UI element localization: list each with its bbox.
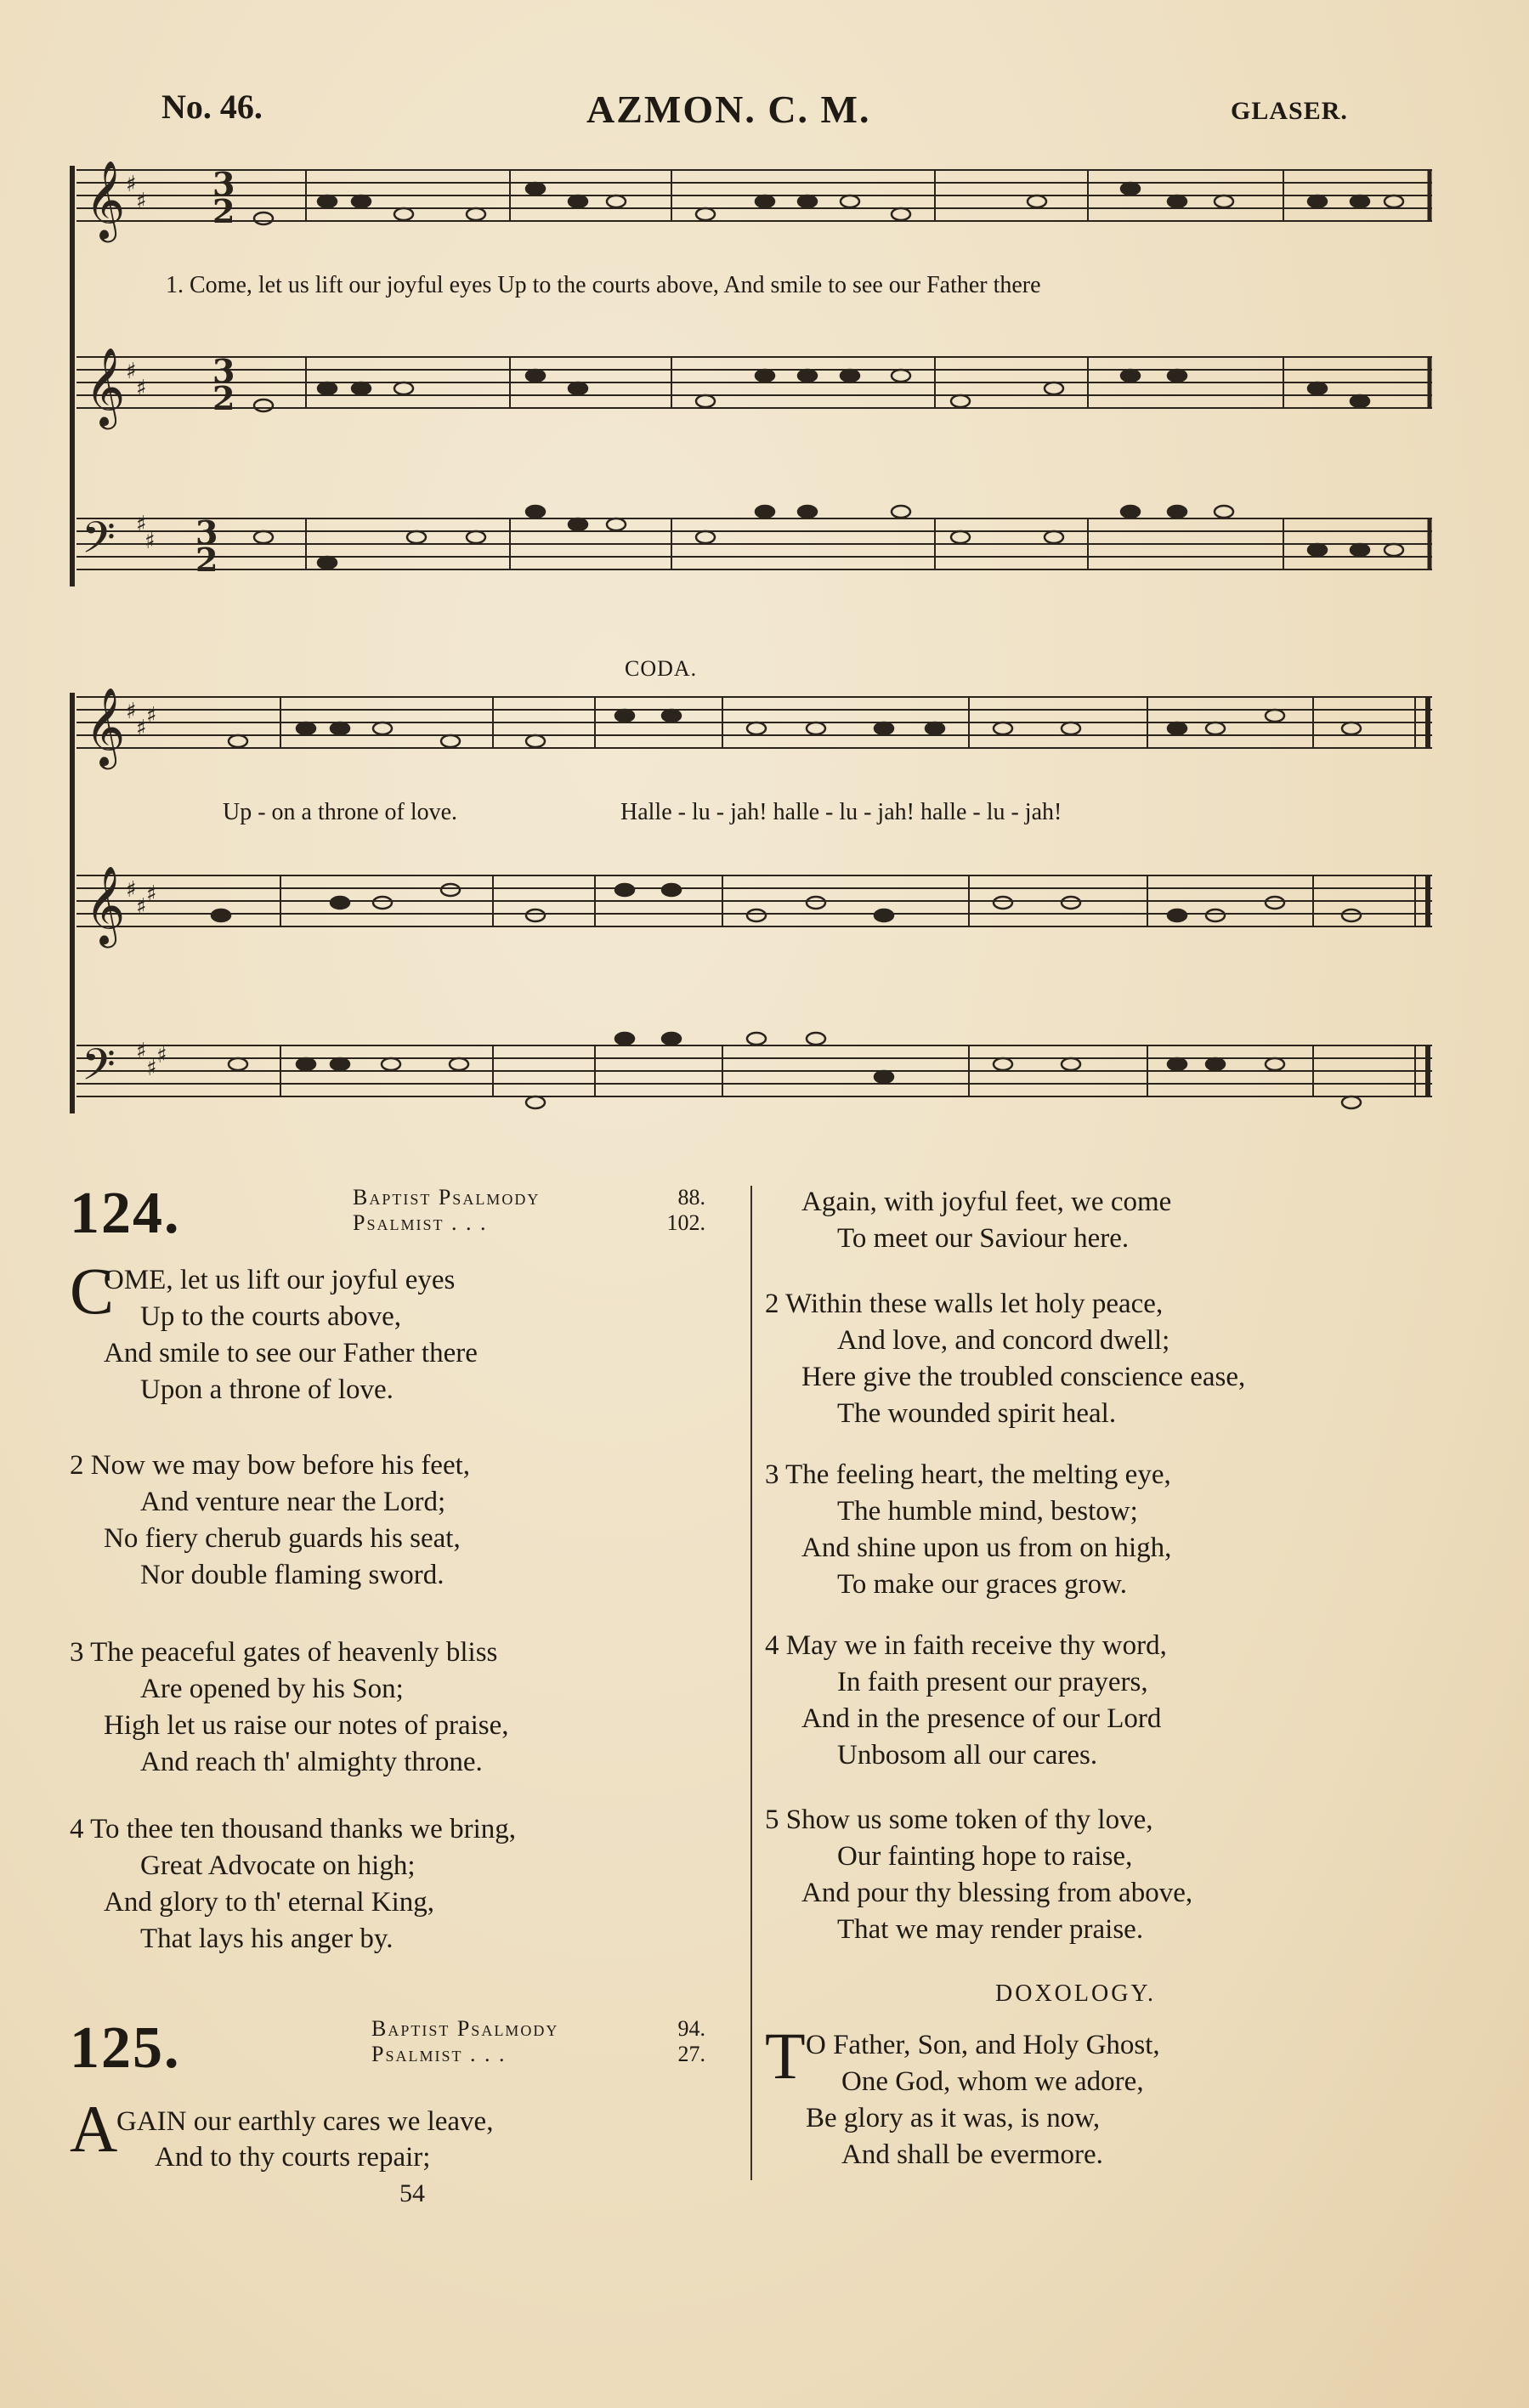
- notes-system-2: [212, 710, 1361, 1108]
- svg-text:♯: ♯: [144, 529, 156, 554]
- verse-line: And shall be evermore.: [841, 2139, 1103, 2170]
- svg-text:3: 3: [212, 352, 235, 390]
- verse-line: And in the presence of our Lord: [801, 1703, 1162, 1734]
- notes-system-1: [254, 183, 1403, 569]
- svg-text:♯: ♯: [136, 716, 147, 741]
- treble-clef-icon: 𝄞: [85, 865, 126, 944]
- drop-cap: A: [70, 2092, 118, 2166]
- source-number: 88.: [677, 1185, 705, 1210]
- verse-line: No fiery cherub guards his seat,: [104, 1523, 461, 1554]
- svg-text:3: 3: [195, 513, 218, 552]
- verse-line: Again, with joyful feet, we come: [801, 1187, 1172, 1217]
- verse-line: Great Advocate on high;: [140, 1850, 416, 1881]
- svg-text:♯: ♯: [136, 894, 147, 920]
- verse-line: One God, whom we adore,: [841, 2066, 1144, 2097]
- verse-line: Our fainting hope to raise,: [837, 1841, 1133, 1872]
- hymn-125-number: 125.: [70, 2015, 181, 2081]
- source-line: Psalmist . . .: [353, 1210, 488, 1235]
- coda-label: CODA.: [625, 656, 698, 681]
- svg-text:3: 3: [212, 165, 235, 203]
- treble-clef-icon: 𝄞: [85, 160, 126, 239]
- svg-text:♯: ♯: [136, 376, 147, 401]
- svg-text:2: 2: [212, 379, 235, 417]
- system-2: [72, 693, 1432, 1113]
- verse-line: OME, let us lift our joyful eyes: [104, 1265, 456, 1295]
- page-number: 54: [399, 2179, 425, 2207]
- svg-text:♯: ♯: [136, 189, 147, 214]
- source-number: 94.: [677, 2016, 705, 2041]
- system-1: [72, 166, 1432, 586]
- tune-title: AZMON. C. M.: [586, 88, 871, 131]
- verse-line: That lays his anger by.: [140, 1924, 394, 1954]
- verse-line: And smile to see our Father there: [104, 1338, 478, 1368]
- verse-line: 2 Within these walls let holy peace,: [765, 1289, 1164, 1319]
- hymn-number-header: No. 46.: [161, 88, 263, 126]
- verse-line: 3 The feeling heart, the melting eye,: [765, 1459, 1171, 1490]
- drop-cap: C: [70, 1254, 115, 1328]
- verse-line: To make our graces grow.: [837, 1569, 1128, 1600]
- verse-line: And reach th' almighty throne.: [140, 1747, 483, 1777]
- verse-line: O Father, Son, and Holy Ghost,: [806, 2030, 1160, 2060]
- verse-line: And glory to th' eternal King,: [104, 1887, 435, 1918]
- verse-line: Unbosom all our cares.: [837, 1740, 1098, 1771]
- verse-line: Up to the courts above,: [140, 1301, 402, 1332]
- verse-line: And to thy courts repair;: [155, 2142, 431, 2173]
- source-number: 102.: [666, 1210, 705, 1235]
- verse-line: In faith present our prayers,: [837, 1667, 1148, 1697]
- svg-text:♯: ♯: [146, 703, 157, 728]
- source-line: Psalmist . . .: [371, 2042, 507, 2066]
- verse-line: And venture near the Lord;: [140, 1487, 446, 1517]
- svg-text:♯: ♯: [136, 1039, 147, 1064]
- verse-line: 3 The peaceful gates of heavenly bliss: [70, 1637, 498, 1668]
- sharp-icon: ♯: [126, 359, 137, 384]
- hymn-124-number: 124.: [70, 1181, 181, 1246]
- verse-line: That we may render praise.: [837, 1914, 1144, 1945]
- verse-line: GAIN our earthly cares we leave,: [116, 2106, 494, 2137]
- treble-clef-icon: 𝄞: [85, 347, 126, 426]
- verse-line: Be glory as it was, is now,: [806, 2103, 1101, 2133]
- svg-text:♯: ♯: [156, 1043, 167, 1068]
- lyric-line-2b: Halle - lu - jah! halle - lu - jah! halle - lu - jah!: [620, 799, 1062, 825]
- column-divider: [750, 1186, 752, 2180]
- lyric-line-1: 1. Come, let us lift our joyful eyes Up to the courts above, And smile to see our Father there: [166, 272, 1041, 298]
- bass-clef-icon: 𝄢: [82, 1039, 116, 1101]
- composer-name: GLASER.: [1231, 97, 1348, 125]
- verse-line: Are opened by his Son;: [140, 1674, 404, 1704]
- verse-line: And shine upon us from on high,: [801, 1533, 1172, 1563]
- doxology-heading: DOXOLOGY.: [995, 1980, 1157, 2007]
- staff-3: [76, 518, 1432, 569]
- sharp-icon: ♯: [136, 512, 147, 537]
- drop-cap: T: [765, 2019, 806, 2093]
- svg-text:♯: ♯: [146, 1056, 157, 1081]
- music-score: [0, 0, 1529, 1139]
- staff-2: [76, 357, 1432, 408]
- source-line: Baptist Psalmody: [371, 2016, 559, 2041]
- lyric-line-2a: Up - on a throne of love.: [223, 799, 458, 825]
- source-line: Baptist Psalmody: [353, 1185, 541, 1210]
- verse-line: Here give the troubled conscience ease,: [801, 1362, 1246, 1392]
- verse-line: The humble mind, bestow;: [837, 1496, 1138, 1527]
- verse-line: And love, and concord dwell;: [837, 1325, 1170, 1356]
- svg-text:♯: ♯: [126, 699, 137, 724]
- verse-line: High let us raise our notes of praise,: [104, 1710, 509, 1741]
- verse-line: And pour thy blessing from above,: [801, 1878, 1193, 1908]
- clefs-system-2: [82, 687, 167, 1101]
- verse-line: To meet our Saviour here.: [837, 1223, 1130, 1254]
- verse-line: Upon a throne of love.: [140, 1374, 394, 1405]
- source-number: 27.: [677, 2042, 705, 2066]
- verse-line: 4 May we in faith receive thy word,: [765, 1630, 1167, 1661]
- sharp-icon: ♯: [126, 172, 137, 197]
- verse-line: 5 Show us some token of thy love,: [765, 1805, 1153, 1835]
- svg-text:♯: ♯: [146, 881, 157, 907]
- verse-line: 2 Now we may bow before his feet,: [70, 1450, 471, 1481]
- verse-line: The wounded spirit heal.: [837, 1398, 1117, 1429]
- treble-clef-icon: 𝄞: [85, 687, 126, 766]
- svg-text:♯: ♯: [126, 877, 137, 903]
- verse-line: 4 To thee ten thousand thanks we bring,: [70, 1814, 516, 1844]
- svg-text:2: 2: [212, 192, 235, 230]
- svg-text:2: 2: [195, 541, 218, 579]
- bass-clef-icon: 𝄢: [82, 512, 116, 574]
- verse-line: Nor double flaming sword.: [140, 1560, 445, 1590]
